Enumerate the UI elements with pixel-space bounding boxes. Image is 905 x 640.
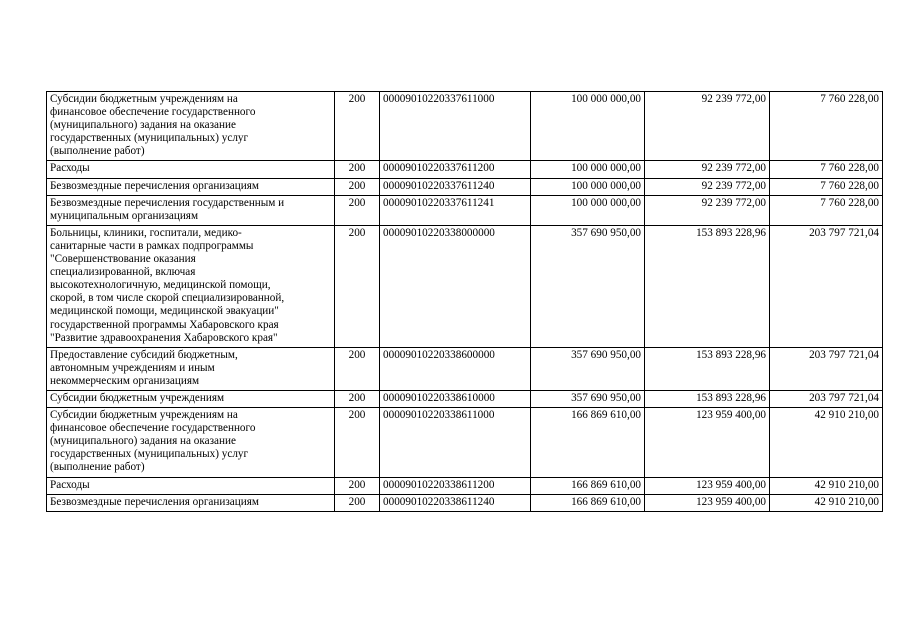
row-remaining-cell: 203 797 721,04 bbox=[770, 390, 883, 407]
table-row bbox=[47, 195, 883, 225]
row-name-cell: Безвозмездные перечисления организациям bbox=[47, 494, 335, 511]
row-kbk-cell: 00009010220338000000 bbox=[380, 225, 531, 347]
table-row bbox=[47, 178, 883, 195]
row-executed-cell: 123 959 400,00 bbox=[645, 494, 770, 511]
row-approved-cell: 100 000 000,00 bbox=[531, 161, 645, 178]
table-body bbox=[47, 92, 883, 512]
row-code-cell: 200 bbox=[335, 195, 380, 225]
table-row bbox=[47, 494, 883, 511]
row-kbk-cell: 00009010220337611200 bbox=[380, 161, 531, 178]
row-kbk-cell: 00009010220338600000 bbox=[380, 347, 531, 390]
row-code-cell: 200 bbox=[335, 92, 380, 161]
row-name-cell: Субсидии бюджетным учреждениям на финансовое обеспечение государственного (муниципального) задания на оказание государственных (муниципальных) услуг (выполнение работ) bbox=[47, 92, 335, 161]
table-row bbox=[47, 408, 883, 477]
row-kbk-cell: 00009010220338611000 bbox=[380, 408, 531, 477]
row-kbk-cell: 00009010220337611000 bbox=[380, 92, 531, 161]
row-name-cell: Предоставление субсидий бюджетным, автономным учреждениям и иным некоммерческим организациям bbox=[47, 347, 335, 390]
row-code-cell: 200 bbox=[335, 347, 380, 390]
row-kbk-cell: 00009010220338611200 bbox=[380, 477, 531, 494]
row-approved-cell: 166 869 610,00 bbox=[531, 477, 645, 494]
row-approved-cell: 166 869 610,00 bbox=[531, 494, 645, 511]
row-code-cell: 200 bbox=[335, 477, 380, 494]
row-code-cell: 200 bbox=[335, 225, 380, 347]
table-row bbox=[47, 92, 883, 161]
row-remaining-cell: 42 910 210,00 bbox=[770, 477, 883, 494]
row-remaining-cell: 7 760 228,00 bbox=[770, 92, 883, 161]
row-remaining-cell: 42 910 210,00 bbox=[770, 494, 883, 511]
row-name-cell: Субсидии бюджетным учреждениям на финансовое обеспечение государственного (муниципального) задания на оказание государственных (муниципальных) услуг (выполнение работ) bbox=[47, 408, 335, 477]
row-remaining-cell: 203 797 721,04 bbox=[770, 347, 883, 390]
table-row bbox=[47, 347, 883, 390]
row-name-cell: Расходы bbox=[47, 161, 335, 178]
row-executed-cell: 153 893 228,96 bbox=[645, 225, 770, 347]
row-kbk-cell: 00009010220338610000 bbox=[380, 390, 531, 407]
row-approved-cell: 357 690 950,00 bbox=[531, 225, 645, 347]
row-executed-cell: 153 893 228,96 bbox=[645, 347, 770, 390]
row-code-cell: 200 bbox=[335, 408, 380, 477]
row-code-cell: 200 bbox=[335, 178, 380, 195]
row-name-cell: Больницы, клиники, госпитали, медико- санитарные части в рамках подпрограммы "Совершенствование оказания специализированной, включая высокотехнологичную, медицинской помощи, скорой, в том числе скорой специализированной, медицинской помощи, медицинской эвакуации" государственной программы Хабаровского края "Развитие здравоохранения Хабаровского края" bbox=[47, 225, 335, 347]
row-approved-cell: 357 690 950,00 bbox=[531, 347, 645, 390]
row-kbk-cell: 00009010220337611241 bbox=[380, 195, 531, 225]
row-executed-cell: 123 959 400,00 bbox=[645, 408, 770, 477]
table-row bbox=[47, 225, 883, 347]
row-approved-cell: 357 690 950,00 bbox=[531, 390, 645, 407]
row-name-cell: Субсидии бюджетным учреждениям bbox=[47, 390, 335, 407]
row-remaining-cell: 7 760 228,00 bbox=[770, 178, 883, 195]
row-name-cell: Безвозмездные перечисления организациям bbox=[47, 178, 335, 195]
table-row bbox=[47, 161, 883, 178]
row-kbk-cell: 00009010220338611240 bbox=[380, 494, 531, 511]
row-executed-cell: 92 239 772,00 bbox=[645, 92, 770, 161]
row-code-cell: 200 bbox=[335, 494, 380, 511]
table-row bbox=[47, 390, 883, 407]
row-approved-cell: 100 000 000,00 bbox=[531, 195, 645, 225]
row-code-cell: 200 bbox=[335, 390, 380, 407]
row-remaining-cell: 203 797 721,04 bbox=[770, 225, 883, 347]
row-code-cell: 200 bbox=[335, 161, 380, 178]
budget-execution-table bbox=[46, 91, 883, 512]
row-remaining-cell: 7 760 228,00 bbox=[770, 195, 883, 225]
row-approved-cell: 100 000 000,00 bbox=[531, 178, 645, 195]
row-executed-cell: 92 239 772,00 bbox=[645, 195, 770, 225]
row-name-cell: Расходы bbox=[47, 477, 335, 494]
row-executed-cell: 92 239 772,00 bbox=[645, 178, 770, 195]
row-executed-cell: 123 959 400,00 bbox=[645, 477, 770, 494]
row-remaining-cell: 7 760 228,00 bbox=[770, 161, 883, 178]
row-approved-cell: 100 000 000,00 bbox=[531, 92, 645, 161]
row-executed-cell: 153 893 228,96 bbox=[645, 390, 770, 407]
row-kbk-cell: 00009010220337611240 bbox=[380, 178, 531, 195]
row-approved-cell: 166 869 610,00 bbox=[531, 408, 645, 477]
row-remaining-cell: 42 910 210,00 bbox=[770, 408, 883, 477]
row-executed-cell: 92 239 772,00 bbox=[645, 161, 770, 178]
row-name-cell: Безвозмездные перечисления государственным и муниципальным организациям bbox=[47, 195, 335, 225]
table-row bbox=[47, 477, 883, 494]
